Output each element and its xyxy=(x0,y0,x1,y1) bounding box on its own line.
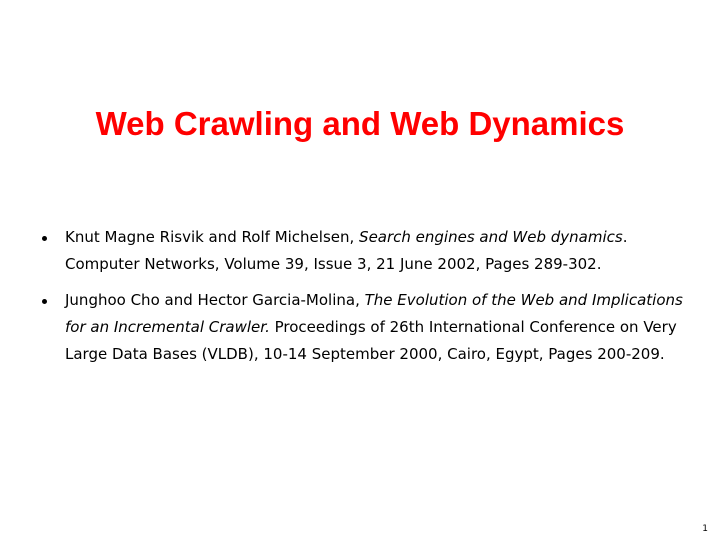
slide-title: Web Crawling and Web Dynamics xyxy=(95,105,625,142)
reference-authors: Junghoo Cho and Hector Garcia-Molina, xyxy=(65,291,365,309)
reference-item xyxy=(32,287,692,368)
reference-item xyxy=(32,224,692,278)
reference-details: Proceedings of 26th International Conference on Very Large Data Bases (VLDB), 10-14 September 2000, Cairo, Egypt, Pages 200-209. xyxy=(65,318,677,363)
reference-title: The Evolution of the Web and Implications for an Incremental Crawler. xyxy=(65,291,683,336)
bullet-icon xyxy=(42,299,47,304)
reference-authors: Knut Magne Risvik and Rolf Michelsen, xyxy=(65,228,360,246)
reference-list xyxy=(32,224,692,377)
reference-title: Search engines and Web dynamics xyxy=(359,228,623,246)
reference-details: . Computer Networks, Volume 39, Issue 3, 21 June 2002, Pages 289-302. xyxy=(65,228,628,273)
page-number: 1 xyxy=(702,524,708,534)
bullet-icon xyxy=(42,236,47,241)
